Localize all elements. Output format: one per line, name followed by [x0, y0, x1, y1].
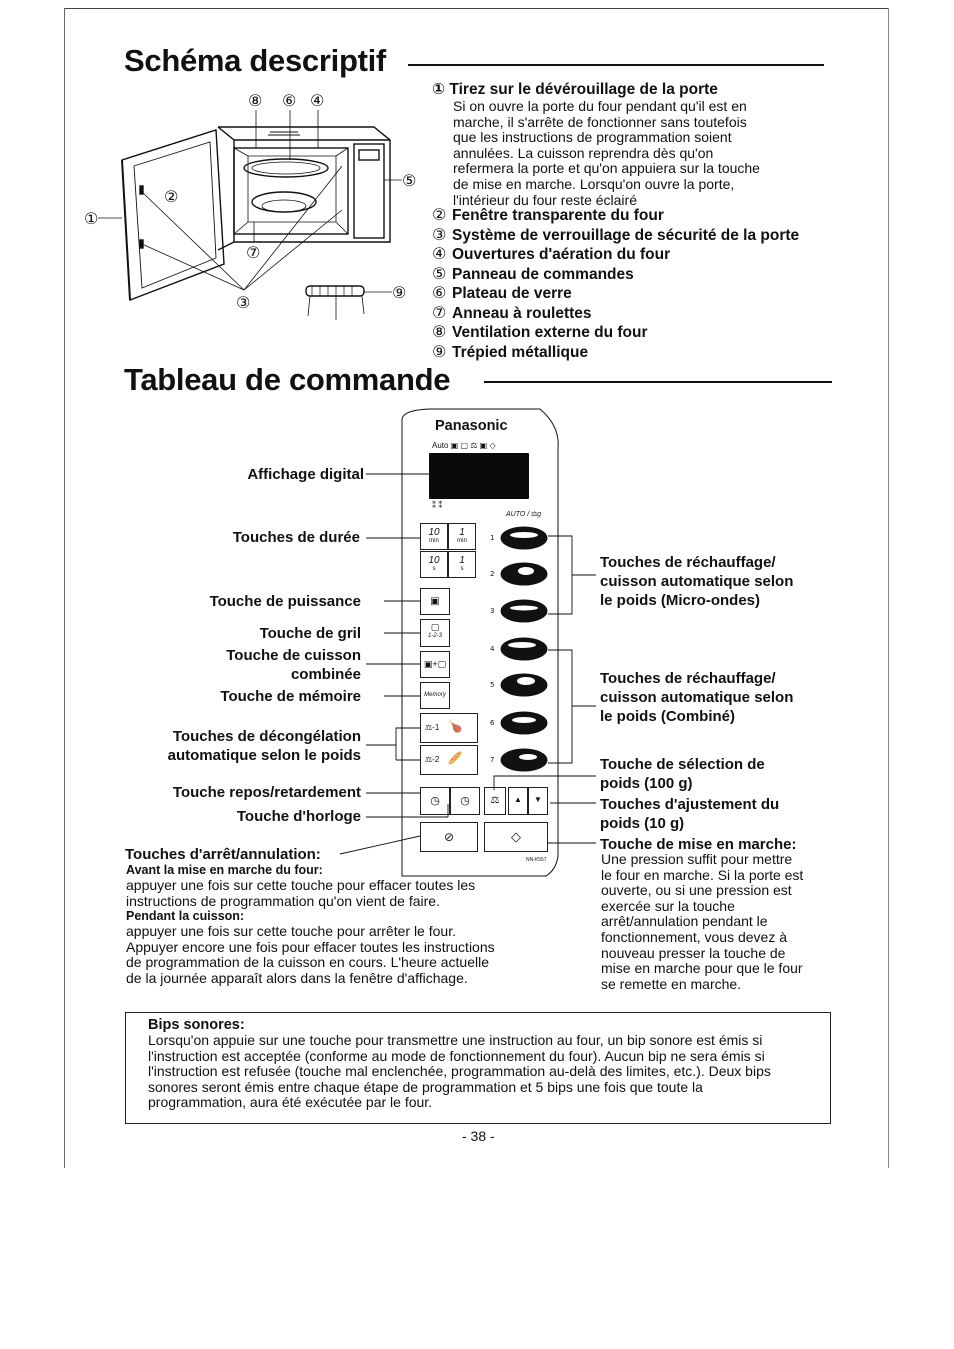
time-button-10s[interactable]: 10 s	[420, 551, 448, 578]
food-number: 6	[490, 719, 495, 727]
callout-9: ⑨	[392, 283, 407, 302]
label-decongelation: Touches de décongélation automatique selon le poids	[167, 728, 361, 764]
title-rule-1	[408, 64, 824, 66]
label-affichage: Affichage digital	[247, 466, 364, 483]
item1-line: que les instructions de programmation soient	[453, 129, 732, 146]
food-number: 2	[490, 570, 495, 578]
bips-box	[125, 1012, 831, 1124]
time-button-1min[interactable]: 1 min	[448, 523, 476, 550]
memory-button[interactable]: Memory	[420, 682, 450, 709]
grill-button[interactable]: ▢ 1-2-3	[420, 619, 450, 647]
page-number: - 38 -	[462, 1128, 495, 1144]
callout-5: ⑤	[402, 171, 417, 190]
start-icon: ◇	[511, 829, 521, 844]
standby-button[interactable]	[420, 787, 450, 815]
grill-icon: ▢	[430, 622, 440, 632]
label-horloge: Touche d'horloge	[236, 808, 361, 825]
arret-sub1: Avant la mise en marche du four:	[126, 863, 323, 877]
clock-button[interactable]	[450, 787, 480, 815]
arret-sub2: Pendant la cuisson:	[126, 909, 245, 923]
label-duree: Touches de durée	[232, 529, 360, 546]
callout-7: ⑦	[246, 243, 261, 262]
title-rule-2	[484, 381, 832, 383]
label-mise-en-marche: Touche de mise en marche:	[600, 836, 797, 853]
meat-icon: 🍗	[447, 719, 463, 733]
arrow-down-icon: ▼	[534, 795, 542, 804]
time-button-1s[interactable]: 1 s	[448, 551, 476, 578]
section-title-schema: Schéma descriptif	[124, 43, 386, 78]
arrow-up-icon: ▲	[514, 795, 522, 804]
legend-item: ④ Ouvertures d'aération du four	[432, 246, 671, 263]
clock-icon: ◷	[460, 795, 470, 807]
food-number: 1	[490, 534, 495, 542]
section-title-tableau: Tableau de commande	[124, 362, 451, 397]
bread-icon: 🥖	[447, 751, 463, 765]
time-button-10min[interactable]: 10 min	[420, 523, 448, 550]
combi-indicator-icon: ▣ ◇	[479, 441, 496, 450]
label-selection-poids: Touche de sélection de poids (100 g)	[600, 756, 765, 792]
callout-1: ①	[84, 209, 99, 228]
legend-item: ⑧ Ventilation externe du four	[432, 324, 648, 341]
page-left-border	[64, 8, 65, 1168]
food-number: 3	[490, 607, 495, 615]
bips-title: Bips sonores:	[148, 1017, 245, 1033]
display-small-icons: ⁑ ⁑	[432, 501, 443, 510]
label-ajustement-poids: Touches d'ajustement du poids (10 g)	[600, 796, 780, 832]
label-combinee: Touche de cuisson combinée	[226, 647, 361, 683]
indicator-row: Auto ▣ ▢ ⚖ ▣ ◇	[432, 441, 496, 450]
food-number: 5	[490, 681, 495, 689]
standby-icon: ◷	[430, 795, 440, 807]
food-number: 7	[490, 756, 495, 764]
combi-button[interactable]	[420, 651, 450, 678]
legend-item: ⑨ Trépied métallique	[432, 343, 589, 361]
legend-item: ③ Système de verrouillage de sécurité de la porte	[432, 226, 800, 244]
weight-up-button[interactable]	[508, 787, 528, 815]
control-panel	[400, 408, 560, 880]
item1-text	[453, 99, 783, 208]
callout-4: ④	[310, 91, 325, 110]
item1-line: refermera la porte et qu'on appuiera sur la touche	[453, 160, 760, 177]
combi-icon: ▣+▢	[423, 659, 447, 669]
legend-item: ⑤ Panneau de commandes	[432, 265, 634, 283]
weight-icon: ⚖	[490, 795, 500, 806]
arret-text2: appuyer une fois sur cette touche pour arrêter le four. Appuyer encore une fois pour effacer toutes les instructions de programmation de la cuisson en cours. L'heure actuelle de la journée apparaît alors dans la fenêtre d'affichage.	[126, 923, 495, 986]
legend-item: ⑦ Anneau à roulettes	[432, 304, 592, 322]
digital-display	[429, 453, 529, 499]
model-number: NN-K557	[526, 857, 547, 863]
label-rechauffage-combine: Touches de réchauffage/ cuisson automatique selon le poids (Combiné)	[600, 670, 794, 725]
microwave-power-icon: ▣	[430, 596, 440, 607]
stop-cancel-button[interactable]	[420, 822, 478, 852]
food-buttons	[486, 518, 556, 778]
item1-heading: ① Tirez sur le dévérouillage de la porte	[432, 81, 718, 98]
arret-text1: appuyer une fois sur cette touche pour effacer toutes les instructions de programmation qu'on vient de faire.	[126, 877, 476, 909]
label-puissance: Touche de puissance	[209, 593, 361, 610]
page-top-border	[64, 8, 888, 9]
defrost-button-2[interactable]: ⚖-2 🥖	[420, 745, 478, 775]
weight-select-button[interactable]	[484, 787, 506, 815]
item1-line: annulées. La cuisson reprendra dès qu'on	[453, 144, 714, 161]
oven-diagram	[84, 82, 424, 322]
callout-8: ⑧	[248, 91, 263, 110]
stop-icon: ⊘	[443, 830, 455, 844]
label-rechauffage-micro: Touches de réchauffage/ cuisson automatique selon le poids (Micro-ondes)	[600, 554, 794, 609]
label-memoire: Touche de mémoire	[220, 688, 361, 705]
callout-6: ⑥	[282, 91, 297, 110]
weight-down-button[interactable]	[528, 787, 548, 815]
legend-item: ⑥ Plateau de verre	[432, 285, 572, 302]
item1-line: l'intérieur du four reste éclairé	[453, 191, 637, 208]
label-repos: Touche repos/retardement	[172, 784, 361, 801]
bips-text: Lorsqu'on appuie sur une touche pour transmettre une instruction au four, un bip sonore est émis si l'instruction est acceptée (conforme au mode de fonctionnement du four). Aucun bip ne sera émis si l'instruction est refusée (touche mal enclenchée, programmation au-delà des limites, etc.). Deux bips sonores seront émis entre chaque étape de programmation et 5 bips une fois que toute la programmation, aura été exécutée par le four.	[148, 1032, 771, 1111]
legend-item: ② Fenêtre transparente du four	[432, 207, 664, 224]
item1-line: marche, il s'arrête de fonctionner sans toutefois	[453, 113, 747, 130]
item1-line: Si on ouvre la porte du four pendant qu'il est en	[453, 98, 747, 114]
brand-logo: Panasonic	[435, 418, 508, 434]
microwave-indicator-icon: ▣ ▢ ⚖	[450, 441, 478, 450]
callout-3: ③	[236, 293, 251, 312]
defrost-button-1[interactable]: ⚖-1 🍗	[420, 713, 478, 743]
mise-en-marche-text: Une pression suffit pour mettre le four en marche. Si la porte est ouverte, ou si une pression est exercée sur la touche arrêt/annulation pendant le fonctionnement, vous devez à nouveau presser la touche de mise en marche pour que le four se remette en marche.	[601, 851, 804, 992]
callout-2: ②	[164, 187, 179, 206]
start-button[interactable]	[484, 822, 548, 852]
food-number: 4	[490, 645, 495, 653]
auto-label: AUTO / ⚖g	[506, 511, 542, 518]
arret-title: Touches d'arrêt/annulation:	[125, 846, 321, 863]
page-right-border	[888, 8, 889, 1168]
label-gril: Touche de gril	[259, 625, 361, 642]
item1-line: de mise en marche. Lorsqu'on ouvre la porte,	[453, 175, 735, 192]
power-button[interactable]	[420, 588, 450, 615]
